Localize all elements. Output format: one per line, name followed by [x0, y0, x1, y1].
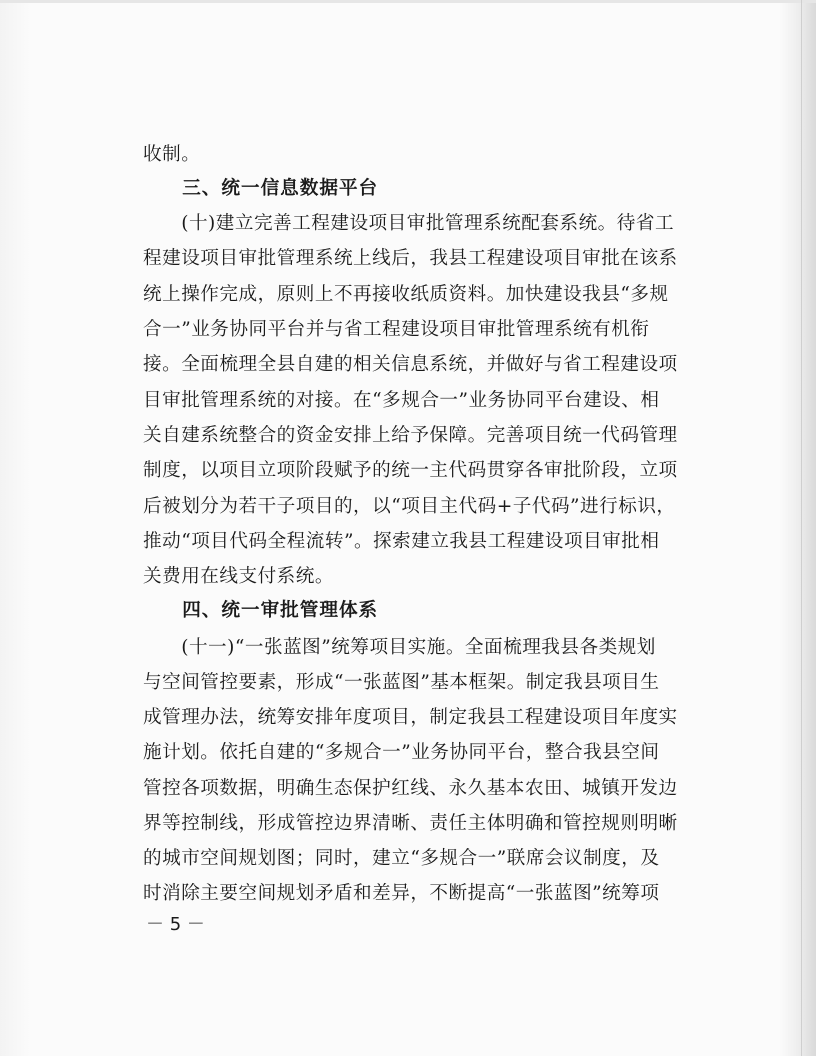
- text-line: 时消除主要空间规划矛盾和差异，不断提高“一张蓝图”统筹项: [143, 883, 660, 904]
- text-line: 收制。: [143, 144, 201, 165]
- text-line: 的城市空间规划图；同时，建立“多规合一”联席会议制度，及: [143, 848, 660, 869]
- text-line: 管控各项数据，明确生态保护红线、永久基本农田、城镇开发边: [143, 778, 678, 799]
- text-line: 合一”业务协同平台并与省工程建设项目审批管理系统有机衔: [143, 319, 650, 340]
- page-edge-right: [801, 0, 802, 1056]
- section-heading: 四、统一审批管理体系: [143, 600, 379, 621]
- section-heading: 三、统一信息数据平台: [143, 178, 379, 199]
- text-line: (十一)“一张蓝图”统筹项目实施。全面梳理我县各类规划: [143, 637, 656, 658]
- text-line: 界等控制线，形成管控边界清晰、责任主体明确和管控规则明晰: [143, 813, 678, 834]
- text-line: 后被划分为若干子项目的，以“项目主代码+子代码”进行标识，: [143, 496, 676, 517]
- page-number: － 5 －: [146, 914, 205, 935]
- text-line: 施计划。依托自建的“多规合一”业务协同平台，整合我县空间: [143, 742, 660, 763]
- page-edge-top: [0, 0, 816, 3]
- text-line: 关费用在线支付系统。: [143, 566, 334, 587]
- text-line: 成管理办法，统筹安排年度项目，制定我县工程建设项目年度实: [143, 707, 678, 728]
- text-line: 制度，以项目立项阶段赋予的统一主代码贯穿各审批阶段，立项: [143, 460, 678, 481]
- text-line: 推动“项目代码全程流转”。探索建立我县工程建设项目审批相: [143, 531, 660, 552]
- text-line: 统上操作完成，原则上不再接收纸质资料。加快建设我县“多规: [143, 284, 669, 305]
- text-line: 与空间管控要素，形成“一张蓝图”基本框架。制定我县项目生: [143, 672, 660, 693]
- text-line: 关自建系统整合的资金安排上给予保障。完善项目统一代码管理: [143, 425, 678, 446]
- text-line: 目审批管理系统的对接。在“多规合一”业务协同平台建设、相: [143, 390, 660, 411]
- text-line: (十)建立完善工程建设项目审批管理系统配套系统。待省工: [143, 213, 675, 234]
- text-line: 接。全面梳理全县自建的相关信息系统，并做好与省工程建设项: [143, 354, 678, 375]
- text-line: 程建设项目审批管理系统上线后，我县工程建设项目审批在该系: [143, 248, 678, 269]
